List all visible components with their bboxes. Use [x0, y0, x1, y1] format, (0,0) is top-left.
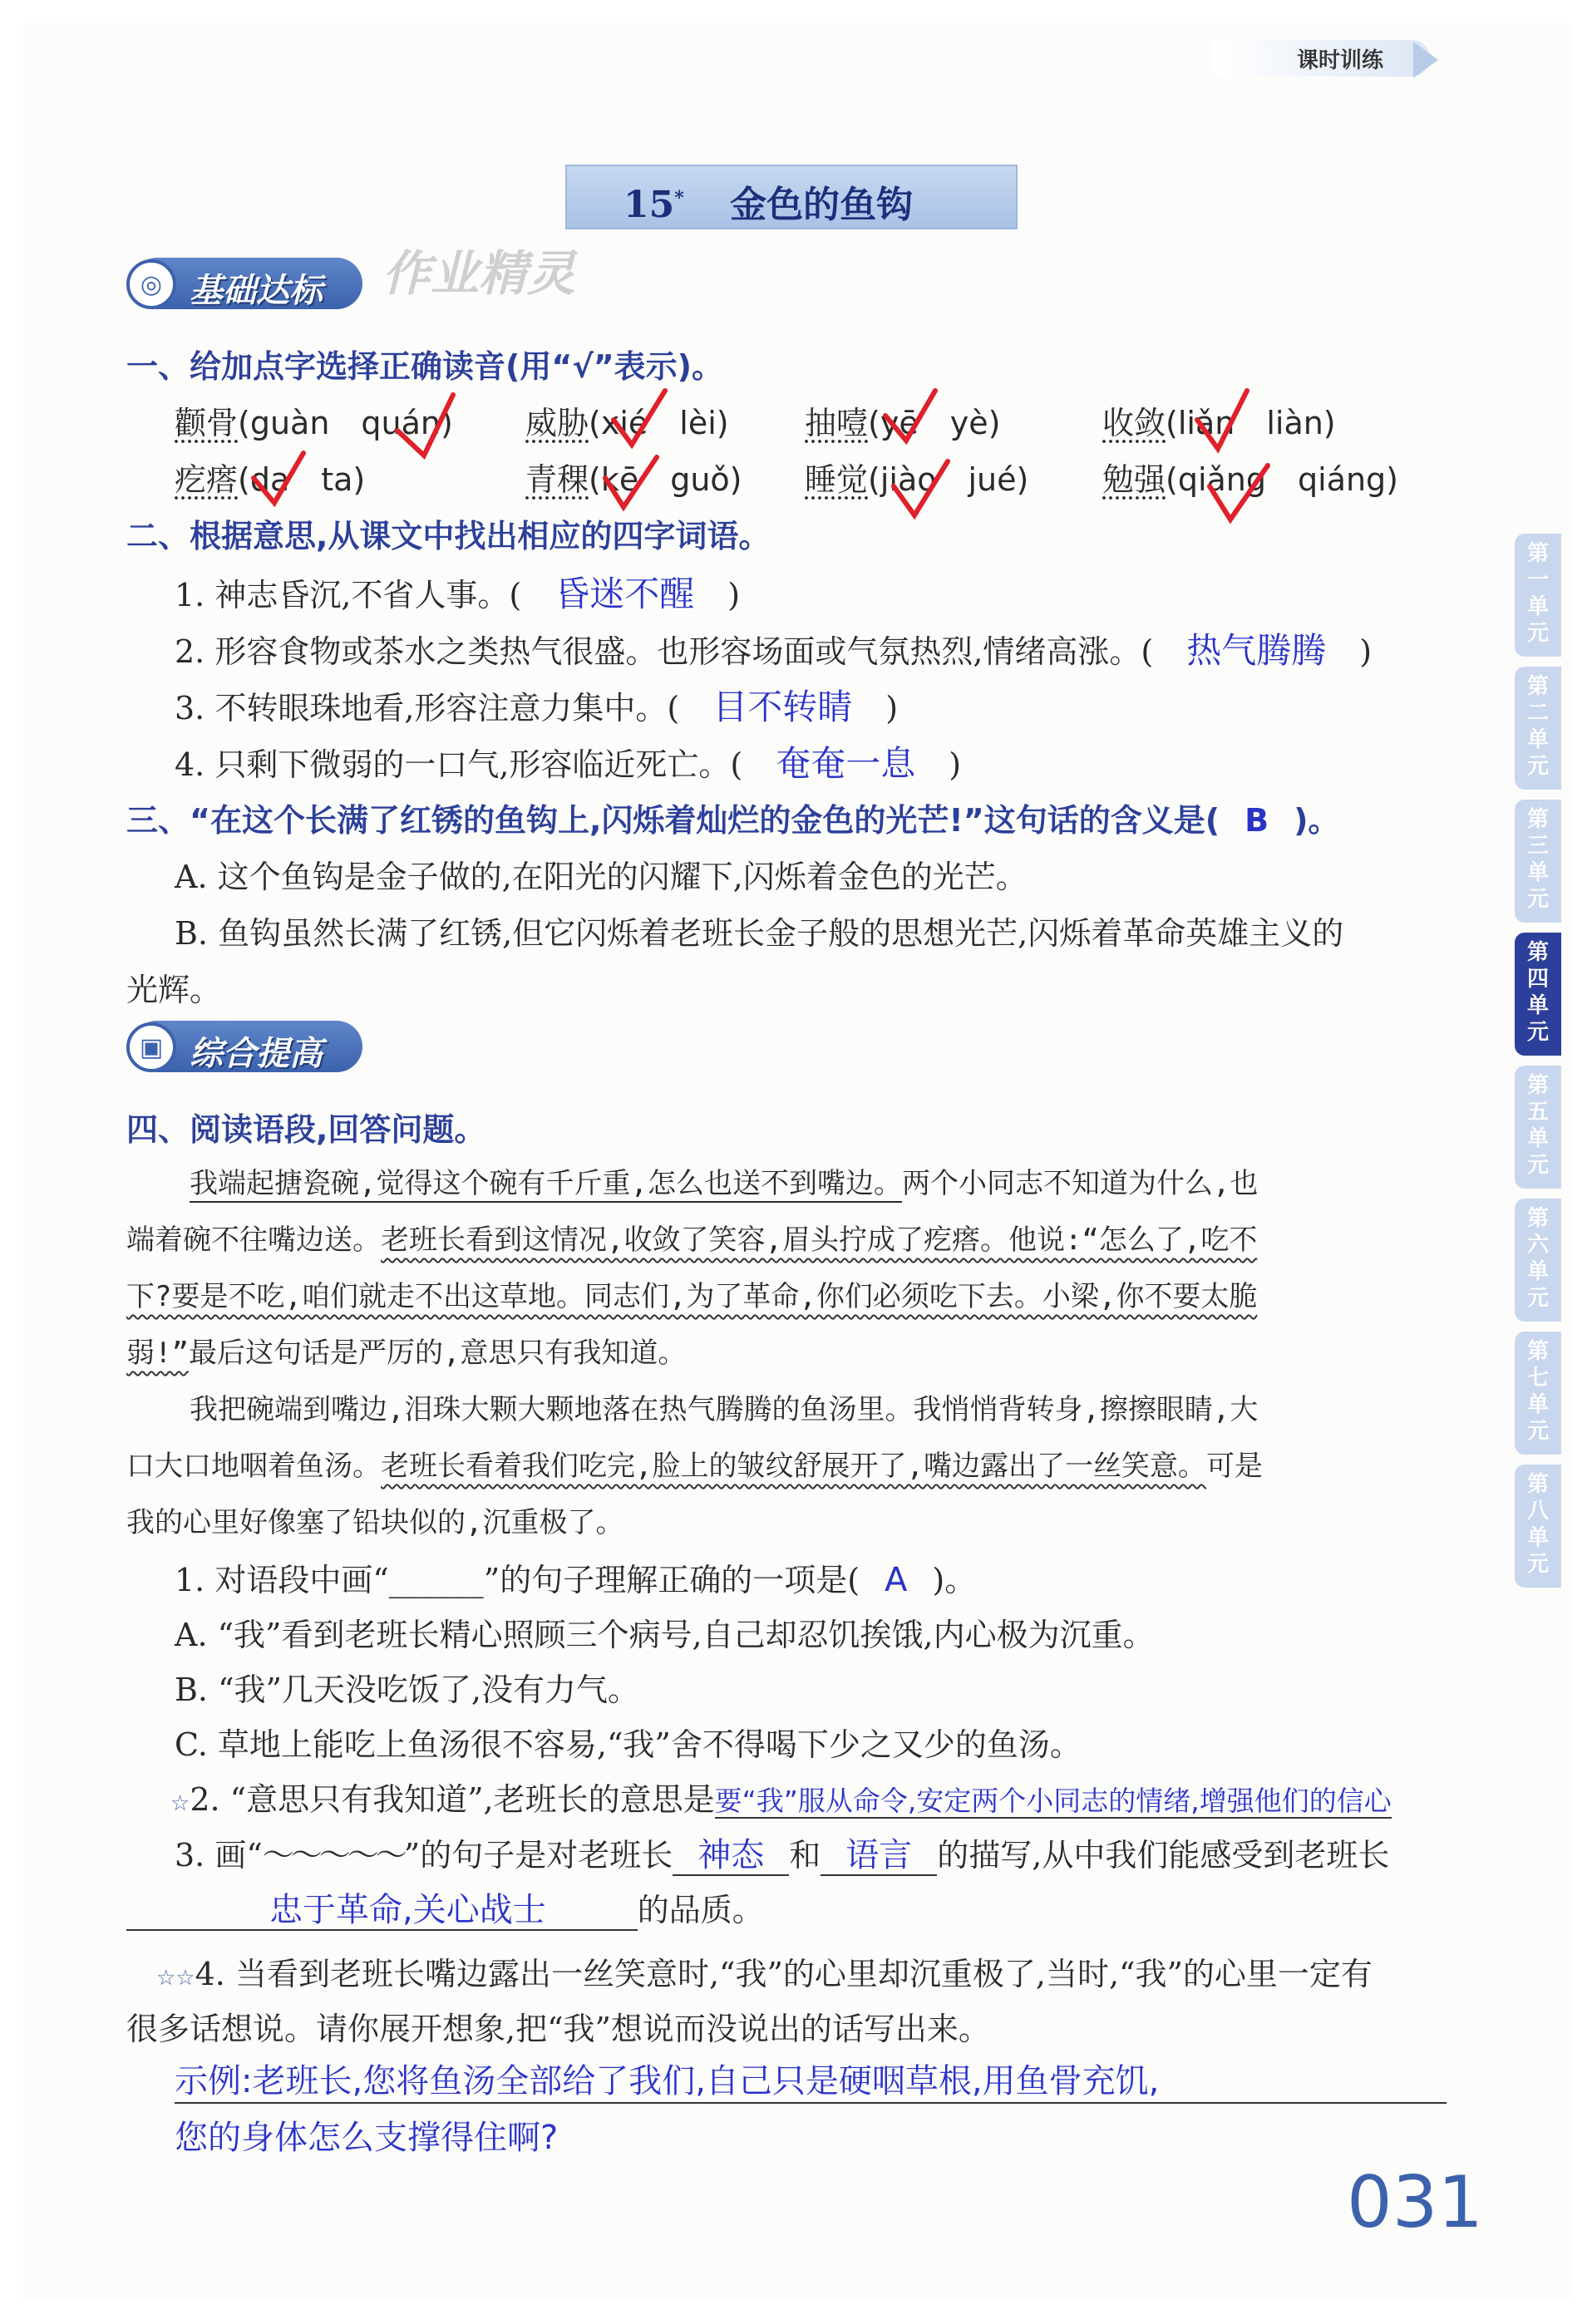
q1-item: 收敛(liǎn liàn) [1102, 405, 1336, 441]
tab-unit-2[interactable]: 第 二 单 元 [1515, 667, 1561, 790]
q1-item: 抽噎(yē yè) [805, 405, 1001, 441]
q4-sub4-answer-line2: 您的身体怎么支撑得住啊? [175, 2119, 559, 2157]
book-icon: ▣ [126, 1022, 176, 1072]
check-icon [1210, 465, 1268, 519]
q4-sub3-cont: 忠于革命,关心战士 的品质。 [126, 1883, 764, 1931]
q3-option-a: A. 这个鱼钩是金子做的,在阳光的闪耀下,闪烁着金色的光芒。 [175, 859, 1028, 895]
tab-unit-4[interactable]: 第 四 单 元 [1515, 933, 1561, 1056]
check-marks [0, 0, 1592, 582]
q4-sub4-answer-line1: 示例:老班长,您将鱼汤全部给了我们,自己只是硬咽草根,用鱼骨充饥, [175, 2055, 1447, 2104]
lesson-number: 15 [623, 184, 675, 226]
q3-option-b: B. 鱼钩虽然长满了红锈,但它闪烁着老班长金子般的思想光芒,闪烁着革命英雄主义的 [175, 915, 1344, 952]
q4-sub1-option-c: C. 草地上能吃上鱼汤很不容易,“我”舍不得喝下少之又少的鱼汤。 [175, 1726, 1082, 1763]
q2-item-2: 2. 形容食物或茶水之类热气很盛。也形容场面或气氛热烈,情绪高涨。( 热气腾腾 ) [175, 630, 1373, 671]
q2-item-3: 3. 不转眼珠地看,形容注意力集中。( 目不转睛 ) [175, 687, 899, 727]
passage-line: 端着碗不往嘴边送。老班长看到这情况,收敛了笑容,眉头拧成了疙瘩。他说:“怎么了,吃不 [126, 1224, 1258, 1257]
q3-heading: 三、“在这个长满了红锈的鱼钩上,闪烁着灿烂的金色的光芒!”这句话的含义是( B )。 [126, 802, 1340, 839]
q1-item: 勉强(qiǎng qiáng) [1102, 461, 1399, 498]
watermark: 作业精灵 [382, 245, 576, 302]
tab-unit-3[interactable]: 第 三 单 元 [1515, 800, 1561, 923]
target-icon: ◎ [126, 259, 176, 309]
check-icon [254, 453, 303, 503]
passage-line: 我把碗端到嘴边,泪珠大颗大颗地落在热气腾腾的鱼汤里。我悄悄背转身,擦擦眼睛,大 [190, 1393, 1259, 1426]
q2-heading: 二、根据意思,从课文中找出相应的四字词语。 [126, 518, 771, 554]
q4-sub2: ☆2. “意思只有我知道”,老班长的意思是要“我”服从命令,安定两个小同志的情绪,增强他们的信心 [170, 1781, 1392, 1818]
check-icon [614, 391, 665, 445]
passage-line: 我的心里好像塞了铅块似的,沉重极了。 [126, 1506, 624, 1539]
q4-sub4-cont: 很多话想说。请你展开想象,把“我”想说而没说出的话写出来。 [126, 2011, 990, 2047]
q4-sub3: 3. 画“～～～～～”的句子是对老班长 神态 和 语言 的描写,从中我们能感受到老班长 [175, 1836, 1390, 1874]
tab-unit-1[interactable]: 第 一 单 元 [1515, 534, 1561, 657]
q2-item-1: 1. 神志昏沉,不省人事。( 昏迷不醒 ) [175, 574, 741, 614]
section-label-basic: 基础达标 [190, 272, 323, 310]
q1-item: 威胁(xié lèi) [525, 405, 729, 441]
check-icon [894, 461, 948, 515]
tab-unit-7[interactable]: 第 七 单 元 [1515, 1332, 1561, 1455]
q4-sub1-option-b: B. “我”几天没吃饭了,没有力气。 [175, 1672, 640, 1708]
section-label-advanced: 综合提高 [190, 1035, 323, 1073]
lesson-name: 金色的鱼钩 [730, 184, 914, 226]
q4-sub1: 1. 对语段中画“______”的句子理解正确的一项是( A )。 [175, 1561, 977, 1599]
q1-item: 睡觉(jiào jué) [805, 461, 1029, 498]
check-icon [885, 391, 935, 441]
check-icon [605, 457, 657, 507]
passage-line: 口大口地咽着鱼汤。老班长看着我们吃完,脸上的皱纹舒展开了,嘴边露出了一丝笑意。可是 [126, 1450, 1263, 1483]
tab-unit-5[interactable]: 第 五 单 元 [1515, 1066, 1561, 1189]
q2-item-4: 4. 只剩下微弱的一口气,形容临近死亡。( 奄奄一息 ) [175, 743, 962, 784]
header-label: 课时训练 [1297, 48, 1384, 73]
tab-unit-8[interactable]: 第 八 单 元 [1515, 1465, 1561, 1588]
lesson-star: * [674, 187, 684, 209]
passage-line: 我端起搪瓷碗,觉得这个碗有千斤重,怎么也送不到嘴边。两个小同志不知道为什么,也 [190, 1167, 1259, 1200]
q1-item: 颧骨(guàn quán) [175, 405, 453, 441]
q4-sub4: ☆☆4. 当看到老班长嘴边露出一丝笑意时,“我”的心里却沉重极了,当时,“我”的心里一定有 [156, 1956, 1373, 1992]
check-icon [1197, 391, 1247, 449]
q1-item: 疙瘩(da ta) [175, 461, 366, 498]
q1-heading: 一、给加点字选择正确读音(用“√”表示)。 [126, 348, 724, 385]
q3-option-b-cont: 光辉。 [126, 972, 222, 1008]
q1-item: 青稞(kē guǒ) [525, 461, 742, 498]
tab-unit-6[interactable]: 第 六 单 元 [1515, 1199, 1561, 1322]
check-icon [397, 395, 453, 455]
q4-heading: 四、阅读语段,回答问题。 [126, 1111, 486, 1148]
page-number: 031 [1347, 2161, 1484, 2244]
passage-line: 下?要是不吃,咱们就走不出这草地。同志们,为了革命,你们必须吃下去。小梁,你不要太脆 [126, 1280, 1258, 1313]
q4-sub1-option-a: A. “我”看到老班长精心照顾三个病号,自己却忍饥挨饿,内心极为沉重。 [175, 1617, 1155, 1653]
passage-line: 弱!”最后这句话是严厉的,意思只有我知道。 [126, 1337, 687, 1370]
